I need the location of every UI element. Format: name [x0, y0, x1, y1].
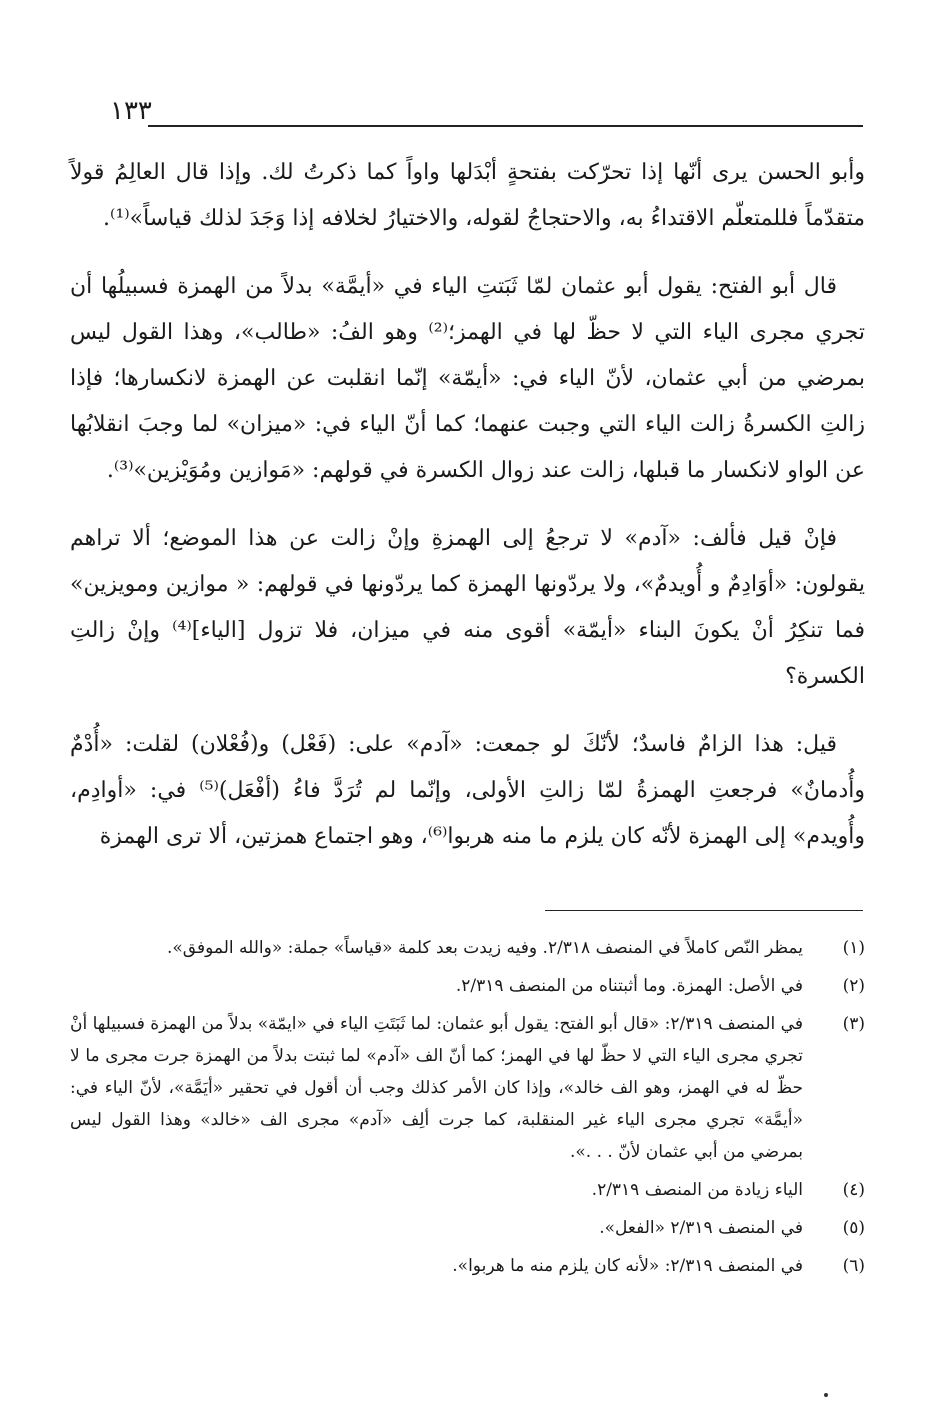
main-text	[70, 150, 865, 882]
footnotes	[70, 932, 865, 1288]
footnote-text: في المنصف ٢/٣١٩: «قال أبو الفتح: يقول أبو عثمان: لما ثَبَتَتِ الياء في «ايمّة» بدلاً من الهمزة فسبيلها أنْ تجري مجرى الياء التي لا حظّ لها في الهمز؛ كما أنّ الف «آدم» لما ثبتت بدلاً من الهمزة جرت مجرى ما لا حظّ له في الهمز، وهو الف خالد»، وإذا كان الأمر كذلك وجب أن أقول في تحقير «أيَمَّة»، لأنّ الياء في: «أيمَّة» تجري مجرى الياء غير المنقلبة، كما جرت ألِف «آدم» مجرى الف «خالد» وهذا القول ليس بمرضي من أبي عثمان لأنّ . . .».	[70, 1014, 803, 1162]
footnote-text: في الأصل: الهمزة. وما أثبتناه من المنصف ٢/٣١٩.	[455, 976, 803, 996]
paragraph: قيل: هذا الزامٌ فاسدٌ؛ لأنّكَ لو جمعت: «آدم» على: (فَعْل) و(فُعْلان) لقلت: «أُدْمٌ وأُدمانٌ» فرجعتِ الهمزةُ لمّا زالتِ الأولى، وإنّما لم تُرَدَّ فاءُ (أفْعَل)⁽⁵⁾ في: «أوادِم، وأُويدم» إلى الهمزة لأنّه كان يلزم ما منه هربوا⁽⁶⁾، وهو اجتماع همزتين، ألا ترى الهمزة	[70, 732, 865, 849]
footnote-text: في المنصف ٢/٣١٩ «الفعل».	[599, 1218, 803, 1238]
footnote	[70, 970, 865, 1002]
footnote-number: (٢)	[842, 976, 865, 996]
footnote-number: (١)	[842, 938, 865, 958]
footnote-separator	[545, 910, 863, 911]
footnote	[70, 1212, 865, 1244]
scan-speck	[824, 1393, 828, 1397]
footnote	[70, 1250, 865, 1282]
page-number: ١٣٣	[110, 96, 152, 126]
footnote	[70, 1174, 865, 1206]
footnote	[70, 1008, 865, 1168]
footnote-text: في المنصف ٢/٣١٩: «لأنه كان يلزم منه ما هربوا».	[452, 1256, 803, 1276]
paragraph: وأبو الحسن يرى أنّها إذا تحرّكت بفتحةٍ أبْدَلها واواً كما ذكرتُ لك. وإذا قال العالِمُ قولاً متقدّماً فللمتعلّم الاقتداءُ به، والاحتجاجُ لقوله، والاختيارُ لخلافه إذا وَجَدَ لذلك قياساً»⁽¹⁾.	[70, 160, 865, 231]
footnote	[70, 932, 865, 964]
footnote-text: يمظر النّص كاملاً في المنصف ٢/٣١٨. وفيه زيدت بعد كلمة «قياساً» جملة: «والله الموفق».	[166, 938, 803, 958]
header-rule	[148, 125, 863, 127]
footnote-number: (٣)	[842, 1014, 865, 1034]
footnote-number: (٦)	[842, 1256, 865, 1276]
paragraph: قال أبو الفتح: يقول أبو عثمان لمّا ثَبَتتِ الياء في «أيمَّة» بدلاً من الهمزة فسبيلُها أن تجري مجرى الياء التي لا حظّ لها في الهمز؛⁽²⁾ وهو الفُ: «طالب»، وهذا القول ليس بمرضي من أبي عثمان، لأنّ الياء في: «أيمّة» إنّما انقلبت عن الهمزة لانكسارها؛ فإذا زالتِ الكسرةُ زالت الياء التي وجبت عنهما؛ كما أنّ الياء في: «ميزان» لما وجبَ انقلابُها عن الواو لانكسار ما قبلها، زالت عند زوال الكسرة في قولهم: «مَوازين ومُوَيْزين»⁽³⁾.	[70, 274, 866, 483]
footnote-number: (٥)	[842, 1218, 865, 1238]
footnote-number: (٤)	[842, 1180, 865, 1200]
paragraph: فإنْ قيل فألف: «آدم» لا ترجعُ إلى الهمزةِ وإنْ زالت عن هذا الموضع؛ ألا تراهم يقولون: «أوَادِمٌ و أُويدمٌ»، ولا يردّونها الهمزة كما يردّونها في قولهم: « موازين ومويزين» فما تنكِرُ أنْ يكونَ البناء «أيمّة» أقوى منه في ميزان، فلا تزول [الياء]⁽⁴⁾ وإنْ زالتِ الكسرة؟	[70, 526, 865, 689]
footnote-text: الياء زيادة من المنصف ٢/٣١٩.	[591, 1180, 803, 1200]
